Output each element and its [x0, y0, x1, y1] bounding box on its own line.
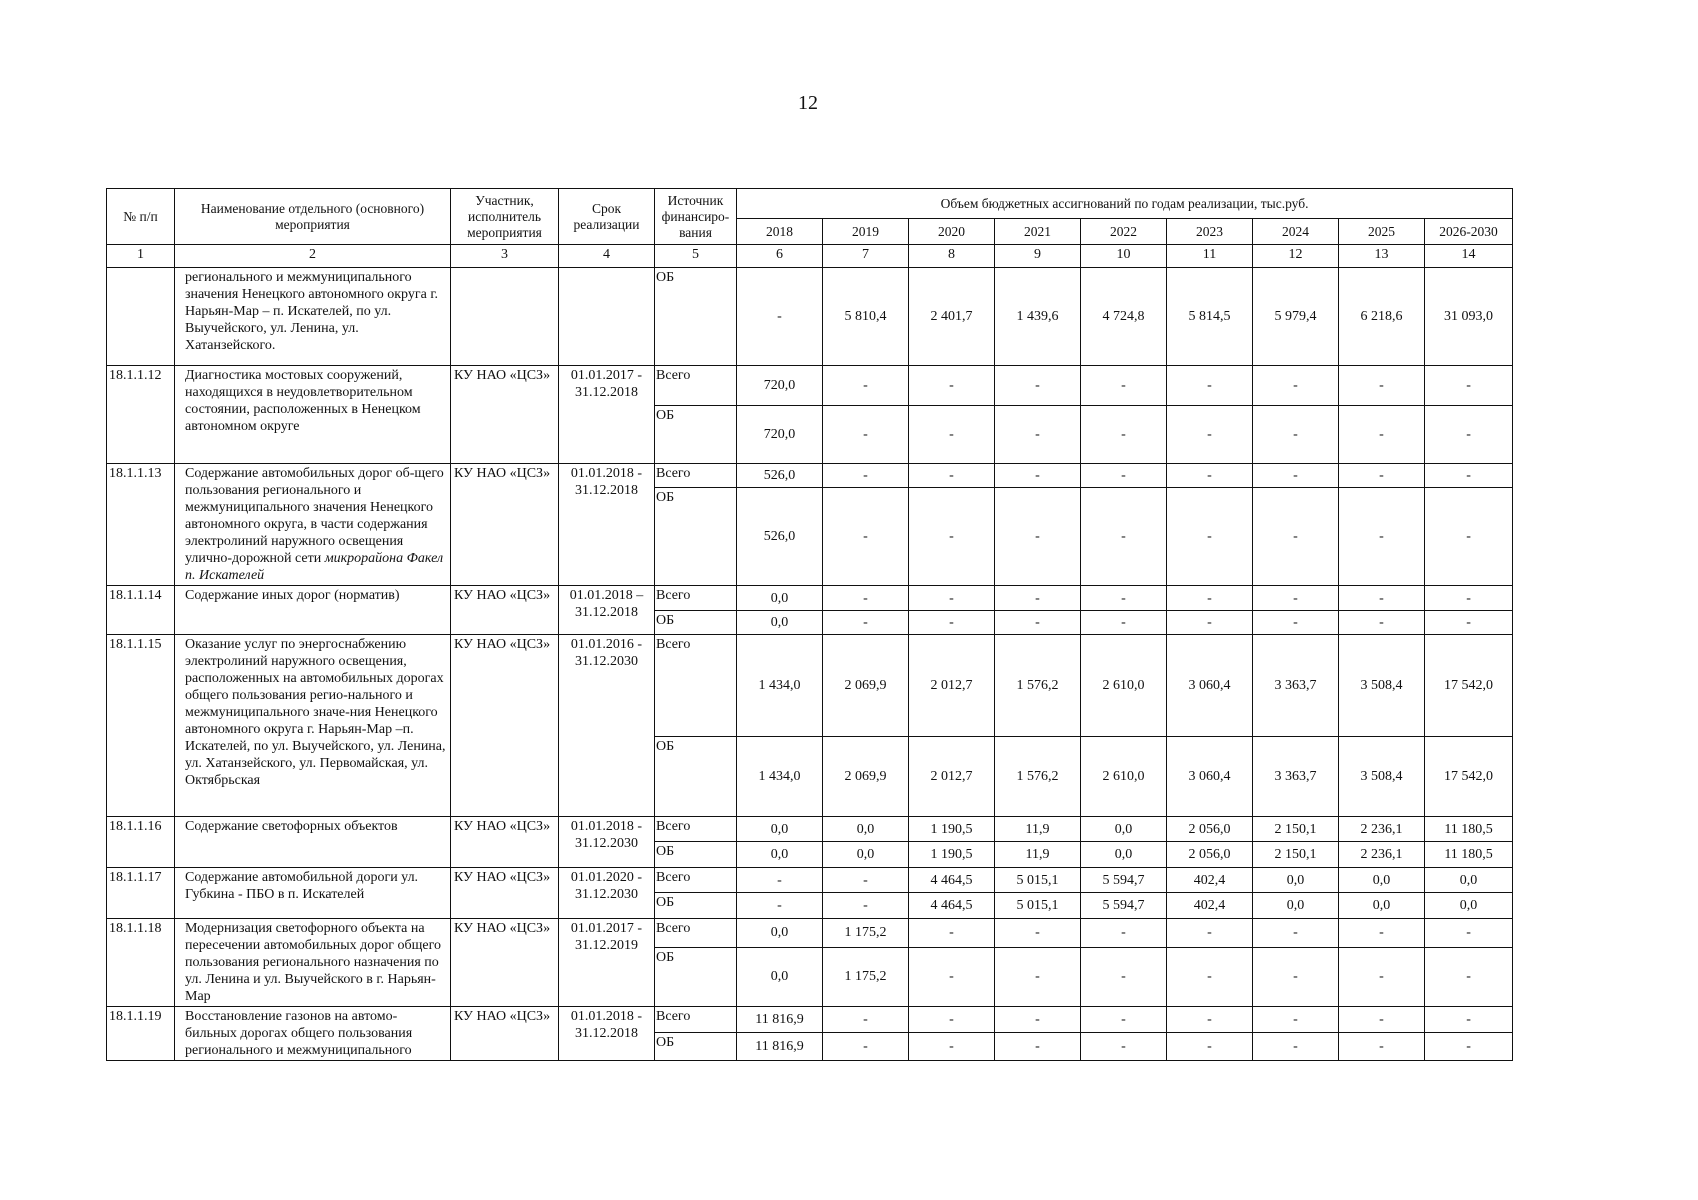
activity-name-text: Содержание автомобильных дорог об-щего пользования регионального и межмуниципального значения Ненецкого автономного округа, в части содержания электролиний наружного освещения улично-дорожной сети	[185, 466, 444, 566]
table-row	[107, 1007, 1513, 1033]
budget-value: 0,0	[737, 919, 823, 948]
budget-value: -	[995, 611, 1081, 635]
table-header	[107, 189, 1513, 268]
budget-value: -	[1339, 919, 1425, 948]
budget-value: -	[823, 1007, 909, 1033]
funding-source: Всего	[655, 817, 737, 842]
participant: КУ НАО «ЦСЗ»	[451, 868, 559, 919]
funding-source: ОБ	[655, 611, 737, 635]
column-number: 5	[655, 245, 737, 268]
activity-name-text: Диагностика мостовых сооружений, находящихся в неудовлетворительном состоянии, расположенных в Ненецком автономном округе	[185, 368, 421, 434]
activity-name	[175, 868, 451, 919]
budget-value: 6 218,6	[1339, 268, 1425, 366]
budget-value: 2 401,7	[909, 268, 995, 366]
row-number	[107, 268, 175, 366]
activity-name	[175, 635, 451, 817]
budget-value: 5 015,1	[995, 868, 1081, 893]
participant: КУ НАО «ЦСЗ»	[451, 1007, 559, 1061]
participant	[451, 268, 559, 366]
year-header: 2018	[737, 219, 823, 245]
budget-value: -	[1253, 611, 1339, 635]
budget-value: -	[995, 919, 1081, 948]
budget-value: -	[1081, 947, 1167, 1006]
funding-source: Всего	[655, 586, 737, 611]
budget-value: -	[1425, 1007, 1513, 1033]
funding-source: ОБ	[655, 737, 737, 817]
budget-value: 11 816,9	[737, 1007, 823, 1033]
budget-value: -	[909, 586, 995, 611]
budget-value: -	[909, 488, 995, 586]
budget-value: 720,0	[737, 406, 823, 464]
budget-value: 1 439,6	[995, 268, 1081, 366]
budget-value: -	[1081, 919, 1167, 948]
budget-value: 5 015,1	[995, 893, 1081, 919]
budget-value: -	[995, 586, 1081, 611]
budget-value: 0,0	[737, 611, 823, 635]
header-source: Источник финансиро-вания	[655, 189, 737, 245]
column-number: 6	[737, 245, 823, 268]
budget-value: -	[823, 1033, 909, 1061]
budget-value: 0,0	[1081, 842, 1167, 868]
budget-value: 1 576,2	[995, 737, 1081, 817]
budget-value: -	[737, 868, 823, 893]
table-row	[107, 919, 1513, 948]
budget-value: -	[823, 586, 909, 611]
budget-value: -	[1253, 488, 1339, 586]
budget-value: -	[1339, 366, 1425, 406]
budget-value: 0,0	[1253, 893, 1339, 919]
budget-value: -	[1253, 586, 1339, 611]
budget-value: -	[1081, 1007, 1167, 1033]
activity-name-text: Оказание услуг по энергоснабжению электролиний наружного освещения, расположенных на автомобильных дорогах общего пользования регио-нального и межмуниципального значе-ния Ненецкого автономного округа г. Нарьян-Мар –п. Искателей, по ул. Выучейского, ул. Ленина, ул. Хатанзейского, ул. Первомайская, ул. Октябрьская	[185, 637, 446, 788]
period: 01.01.2017 - 31.12.2019	[559, 919, 655, 1007]
budget-value: 1 175,2	[823, 919, 909, 948]
activity-name	[175, 586, 451, 635]
budget-value: -	[909, 464, 995, 488]
period: 01.01.2016 - 31.12.2030	[559, 635, 655, 817]
budget-value: 5 979,4	[1253, 268, 1339, 366]
budget-value: -	[1339, 611, 1425, 635]
budget-value: -	[1167, 488, 1253, 586]
budget-value: 31 093,0	[1425, 268, 1513, 366]
budget-value: -	[1167, 1007, 1253, 1033]
budget-value: -	[1167, 919, 1253, 948]
row-number: 18.1.1.15	[107, 635, 175, 817]
budget-value: 11 816,9	[737, 1033, 823, 1061]
budget-value: 11,9	[995, 817, 1081, 842]
budget-value: -	[995, 947, 1081, 1006]
budget-value: -	[737, 268, 823, 366]
budget-value: 1 190,5	[909, 817, 995, 842]
budget-value: 0,0	[1339, 868, 1425, 893]
budget-value: -	[1253, 919, 1339, 948]
table-row	[107, 268, 1513, 366]
budget-value: 4 464,5	[909, 868, 995, 893]
year-header: 2025	[1339, 219, 1425, 245]
column-number-row	[107, 245, 1513, 268]
year-header: 2021	[995, 219, 1081, 245]
budget-value: 402,4	[1167, 893, 1253, 919]
column-number: 3	[451, 245, 559, 268]
budget-value: -	[823, 406, 909, 464]
budget-value: 3 363,7	[1253, 635, 1339, 737]
budget-value: -	[1167, 406, 1253, 464]
year-header: 2022	[1081, 219, 1167, 245]
budget-value: -	[1081, 611, 1167, 635]
budget-value: 1 434,0	[737, 737, 823, 817]
budget-value: -	[1425, 919, 1513, 948]
budget-value: 4 724,8	[1081, 268, 1167, 366]
budget-value: -	[823, 366, 909, 406]
row-number: 18.1.1.14	[107, 586, 175, 635]
budget-value: -	[1339, 406, 1425, 464]
budget-value: 0,0	[823, 817, 909, 842]
activity-name	[175, 464, 451, 586]
budget-value: -	[1425, 1033, 1513, 1061]
budget-value: 11 180,5	[1425, 842, 1513, 868]
budget-value: 526,0	[737, 464, 823, 488]
budget-value: -	[995, 464, 1081, 488]
budget-value: -	[1167, 586, 1253, 611]
budget-value: 2 056,0	[1167, 817, 1253, 842]
budget-value: -	[823, 868, 909, 893]
budget-value: 17 542,0	[1425, 737, 1513, 817]
funding-source: Всего	[655, 1007, 737, 1033]
budget-value: -	[1167, 611, 1253, 635]
budget-value: 3 508,4	[1339, 635, 1425, 737]
funding-source: Всего	[655, 635, 737, 737]
budget-value: -	[1425, 366, 1513, 406]
budget-value: 11,9	[995, 842, 1081, 868]
budget-value: -	[1167, 1033, 1253, 1061]
budget-value: -	[909, 366, 995, 406]
year-header: 2020	[909, 219, 995, 245]
budget-value: -	[1339, 488, 1425, 586]
budget-value: -	[1425, 464, 1513, 488]
budget-value: -	[1425, 611, 1513, 635]
budget-value: 1 576,2	[995, 635, 1081, 737]
column-number: 12	[1253, 245, 1339, 268]
activity-name-text: Модернизация светофорного объекта на пересечении автомобильных дорог общего пользования регионального назначения по ул. Ленина и ул. Выучейского в г. Нарьян-Мар	[185, 921, 442, 1004]
column-number: 14	[1425, 245, 1513, 268]
budget-value: 0,0	[737, 947, 823, 1006]
column-number: 13	[1339, 245, 1425, 268]
period: 01.01.2018 - 31.12.2018	[559, 1007, 655, 1061]
budget-value: -	[995, 1007, 1081, 1033]
budget-value: -	[995, 1033, 1081, 1061]
budget-value: -	[1253, 406, 1339, 464]
budget-value: -	[995, 406, 1081, 464]
funding-source: Всего	[655, 464, 737, 488]
table-row	[107, 366, 1513, 406]
row-number: 18.1.1.13	[107, 464, 175, 586]
participant: КУ НАО «ЦСЗ»	[451, 464, 559, 586]
budget-value: -	[1253, 1007, 1339, 1033]
budget-value: 402,4	[1167, 868, 1253, 893]
budget-value: -	[1081, 406, 1167, 464]
funding-source: ОБ	[655, 842, 737, 868]
budget-value: 0,0	[1253, 868, 1339, 893]
budget-value: 3 508,4	[1339, 737, 1425, 817]
header-participant: Участник, исполнитель мероприятия	[451, 189, 559, 245]
year-header: 2019	[823, 219, 909, 245]
row-number: 18.1.1.19	[107, 1007, 175, 1061]
funding-source: ОБ	[655, 268, 737, 366]
budget-value: 2 610,0	[1081, 737, 1167, 817]
table-row	[107, 868, 1513, 893]
activity-name	[175, 919, 451, 1007]
budget-value: -	[1081, 366, 1167, 406]
activity-name-text: регионального и межмуниципального значения Ненецкого автономного округа г. Нарьян-Мар – п. Искателей, по ул. Выучейского, ул. Ленина, ул. Хатанзейского.	[185, 270, 438, 353]
budget-value: 2 610,0	[1081, 635, 1167, 737]
budget-value: -	[1339, 1033, 1425, 1061]
activity-name-italic: микрорайона Факел п. Искателей	[185, 551, 444, 583]
column-number: 8	[909, 245, 995, 268]
page-number: 12	[798, 92, 818, 114]
period: 01.01.2018 - 31.12.2030	[559, 817, 655, 868]
row-number: 18.1.1.12	[107, 366, 175, 464]
budget-value: 1 434,0	[737, 635, 823, 737]
budget-value: 2 012,7	[909, 635, 995, 737]
budget-value: -	[1425, 406, 1513, 464]
budget-value: 3 060,4	[1167, 635, 1253, 737]
budget-value: -	[737, 893, 823, 919]
activity-name-text: Содержание светофорных объектов	[185, 819, 398, 834]
budget-table	[106, 188, 1513, 1061]
funding-source: ОБ	[655, 488, 737, 586]
budget-value: 0,0	[1425, 893, 1513, 919]
budget-value: 1 175,2	[823, 947, 909, 1006]
budget-value: 0,0	[737, 586, 823, 611]
column-number: 7	[823, 245, 909, 268]
column-number: 10	[1081, 245, 1167, 268]
table-row	[107, 817, 1513, 842]
period: 01.01.2017 - 31.12.2018	[559, 366, 655, 464]
budget-value: -	[1253, 1033, 1339, 1061]
budget-value: 0,0	[737, 817, 823, 842]
header-budget: Объем бюджетных ассигнований по годам реализации, тыс.руб.	[737, 189, 1513, 219]
row-number: 18.1.1.17	[107, 868, 175, 919]
budget-value: -	[1167, 464, 1253, 488]
budget-value: 720,0	[737, 366, 823, 406]
row-number: 18.1.1.16	[107, 817, 175, 868]
funding-source: ОБ	[655, 947, 737, 1006]
year-header: 2023	[1167, 219, 1253, 245]
budget-value: -	[1081, 488, 1167, 586]
budget-value: -	[1081, 464, 1167, 488]
budget-value: 2 236,1	[1339, 817, 1425, 842]
column-number: 2	[175, 245, 451, 268]
budget-value: 4 464,5	[909, 893, 995, 919]
activity-name	[175, 366, 451, 464]
table-row	[107, 635, 1513, 737]
funding-source: ОБ	[655, 406, 737, 464]
funding-source: Всего	[655, 919, 737, 948]
budget-value: 0,0	[1425, 868, 1513, 893]
budget-value: 2 150,1	[1253, 842, 1339, 868]
budget-value: 2 150,1	[1253, 817, 1339, 842]
budget-value: 5 810,4	[823, 268, 909, 366]
period	[559, 268, 655, 366]
budget-value: -	[1081, 586, 1167, 611]
budget-value: 2 236,1	[1339, 842, 1425, 868]
budget-value: -	[1339, 947, 1425, 1006]
budget-value: -	[909, 919, 995, 948]
budget-value: 11 180,5	[1425, 817, 1513, 842]
budget-value: -	[995, 366, 1081, 406]
participant: КУ НАО «ЦСЗ»	[451, 817, 559, 868]
budget-value: -	[909, 611, 995, 635]
budget-value: 2 012,7	[909, 737, 995, 817]
budget-value: -	[1425, 488, 1513, 586]
participant: КУ НАО «ЦСЗ»	[451, 919, 559, 1007]
budget-value: 5 594,7	[1081, 893, 1167, 919]
table-row	[107, 586, 1513, 611]
budget-value: -	[1339, 464, 1425, 488]
period: 01.01.2018 - 31.12.2018	[559, 464, 655, 586]
budget-value: -	[823, 464, 909, 488]
year-header: 2026-2030	[1425, 219, 1513, 245]
table-body	[107, 268, 1513, 1061]
budget-value: -	[909, 406, 995, 464]
budget-value: -	[1425, 586, 1513, 611]
funding-source: Всего	[655, 366, 737, 406]
budget-value: 17 542,0	[1425, 635, 1513, 737]
budget-value: -	[1167, 366, 1253, 406]
activity-name	[175, 268, 451, 366]
budget-value: 2 056,0	[1167, 842, 1253, 868]
header-no: № п/п	[107, 189, 175, 245]
budget-value: 526,0	[737, 488, 823, 586]
budget-value: -	[909, 1033, 995, 1061]
budget-value: 3 060,4	[1167, 737, 1253, 817]
budget-value: 0,0	[1339, 893, 1425, 919]
budget-value: -	[909, 1007, 995, 1033]
year-header: 2024	[1253, 219, 1339, 245]
budget-value: 0,0	[1081, 817, 1167, 842]
budget-value: -	[823, 488, 909, 586]
budget-value: -	[995, 488, 1081, 586]
budget-value: -	[1339, 586, 1425, 611]
activity-name-text: Содержание автомобильной дороги ул. Губкина - ПБО в п. Искателей	[185, 870, 419, 902]
budget-value: -	[1253, 464, 1339, 488]
budget-value: -	[1081, 1033, 1167, 1061]
activity-name	[175, 1007, 451, 1061]
budget-value: 0,0	[823, 842, 909, 868]
column-number: 1	[107, 245, 175, 268]
table-row	[107, 464, 1513, 488]
budget-value: -	[909, 947, 995, 1006]
column-number: 11	[1167, 245, 1253, 268]
activity-name	[175, 817, 451, 868]
budget-value: -	[1167, 947, 1253, 1006]
column-number: 4	[559, 245, 655, 268]
period: 01.01.2020 - 31.12.2030	[559, 868, 655, 919]
participant: КУ НАО «ЦСЗ»	[451, 635, 559, 817]
header-period: Срок реализации	[559, 189, 655, 245]
funding-source: Всего	[655, 868, 737, 893]
budget-value: 1 190,5	[909, 842, 995, 868]
activity-name-text: Восстановление газонов на автомо-бильных дорогах общего пользования регионального и межмуниципального	[185, 1009, 413, 1058]
participant: КУ НАО «ЦСЗ»	[451, 366, 559, 464]
budget-value: 2 069,9	[823, 737, 909, 817]
funding-source: ОБ	[655, 893, 737, 919]
budget-value: -	[1253, 366, 1339, 406]
funding-source: ОБ	[655, 1033, 737, 1061]
budget-value: -	[1425, 947, 1513, 1006]
budget-value: 0,0	[737, 842, 823, 868]
budget-value: 3 363,7	[1253, 737, 1339, 817]
header-name: Наименование отдельного (основного) мероприятия	[175, 189, 451, 245]
budget-value: 2 069,9	[823, 635, 909, 737]
row-number: 18.1.1.18	[107, 919, 175, 1007]
budget-value: -	[1253, 947, 1339, 1006]
participant: КУ НАО «ЦСЗ»	[451, 586, 559, 635]
column-number: 9	[995, 245, 1081, 268]
budget-value: -	[1339, 1007, 1425, 1033]
activity-name-text: Содержание иных дорог (норматив)	[185, 588, 400, 603]
budget-value: 5 594,7	[1081, 868, 1167, 893]
period: 01.01.2018 – 31.12.2018	[559, 586, 655, 635]
budget-value: 5 814,5	[1167, 268, 1253, 366]
budget-value: -	[823, 893, 909, 919]
budget-value: -	[823, 611, 909, 635]
